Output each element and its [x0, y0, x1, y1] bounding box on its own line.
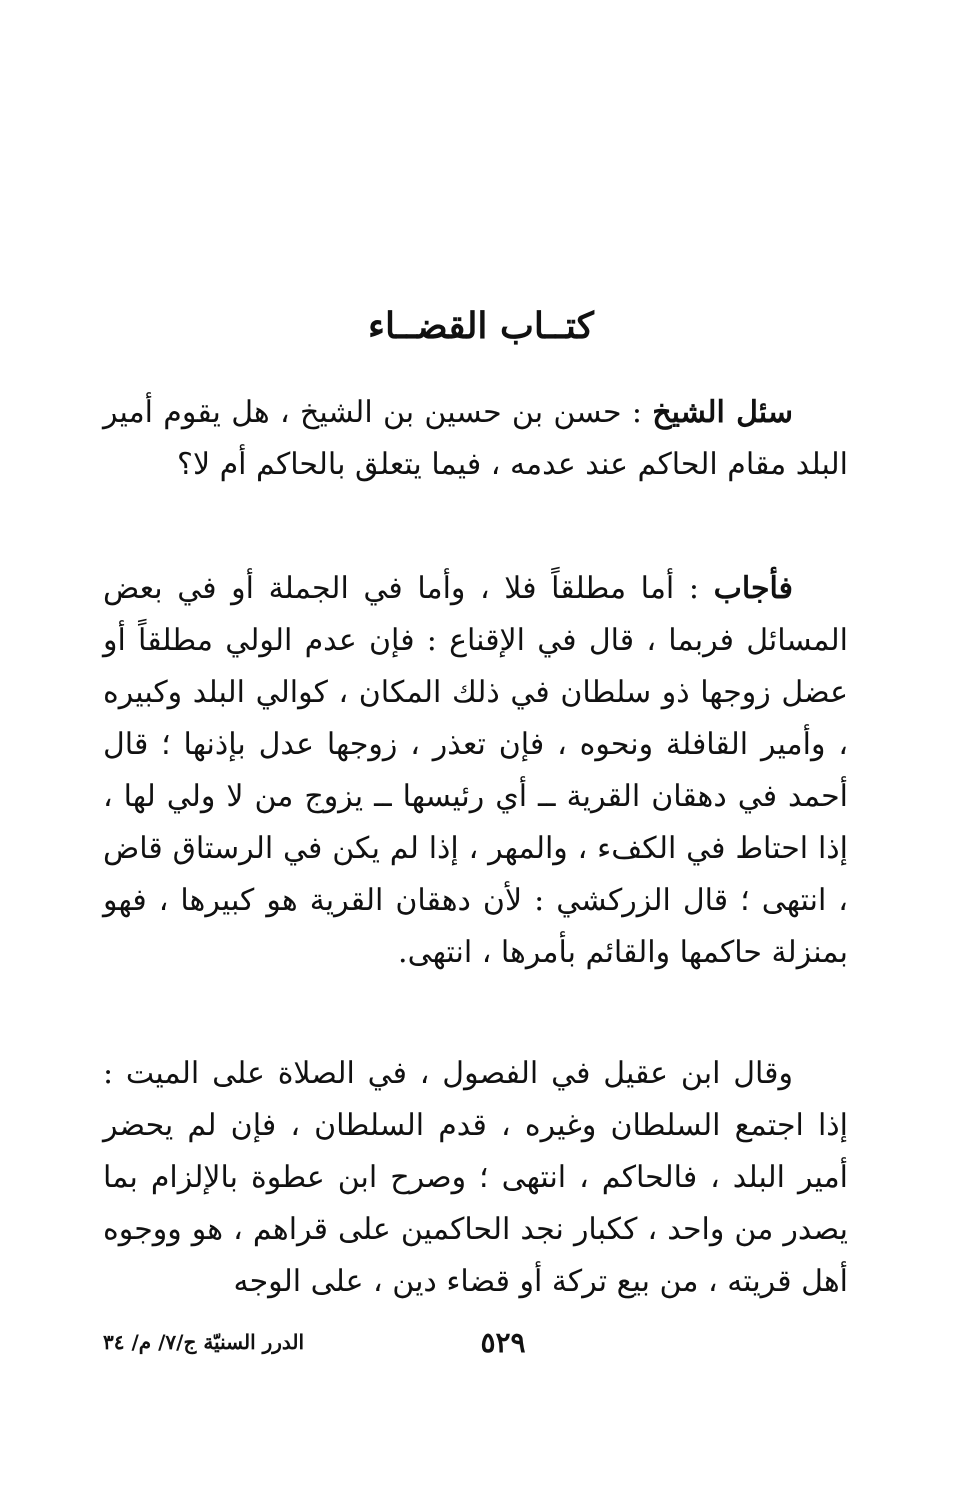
question-lead: سئل الشيخ — [652, 395, 793, 430]
chapter-title: كتــاب القضــاء — [368, 305, 594, 347]
page-number: ٥٢٩ — [480, 1326, 526, 1359]
ibn-aqil-paragraph — [103, 1048, 848, 1308]
question-paragraph — [103, 387, 848, 491]
page-footer — [103, 1326, 848, 1370]
printer-signature: الدرر السنيّة ج/٧/ م/ ٣٤ — [103, 1330, 305, 1354]
question-body: : حسن بن حسين بن الشيخ ، هل يقوم أمير البلد مقام الحاكم عند عدمه ، فيما يتعلق بالحاكم أم لا؟ — [103, 395, 848, 482]
answer-body: : أما مطلقاً فلا ، وأما في الجملة أو في بعض المسائل فربما ، قال في الإقناع : فإن عدم الولي مطلقاً أو عضل زوجها ذو سلطان في ذلك المكان ، كوالي البلد وكبيره ، وأمير القافلة ونحوه ، فإن تعذر ، زوجها عدل بإذنها ؛ قال أحمد في دهقان القرية ــ أي رئيسها ــ يزوج من لا ولي لها ، إذا احتاط في الكفء ، والمهر ، إذا لم يكن في الرستاق قاض ، انتهى ؛ قال الزركشي : لأن دهقان القرية هو كبيرها ، فهو بمنزلة حاكمها والقائم بأمرها ، انتهى. — [103, 571, 848, 970]
answer-paragraph — [103, 563, 848, 979]
answer-text — [103, 563, 848, 979]
answer-lead: فأجاب — [713, 571, 793, 606]
question-text — [103, 387, 848, 491]
ibn-aqil-text: وقال ابن عقيل في الفصول ، في الصلاة على الميت : إذا اجتمع السلطان وغيره ، قدم السلطان ، فإن لم يحضر أمير البلد ، فالحاكم ، انتهى ؛ وصرح ابن عطوة بالإلزام بما يصدر من واحد ، ككبار نجد الحاكمين على قراهم ، هو ووجوه أهل قريته ، من بيع تركة أو قضاء دين ، على الوجه — [103, 1056, 848, 1299]
